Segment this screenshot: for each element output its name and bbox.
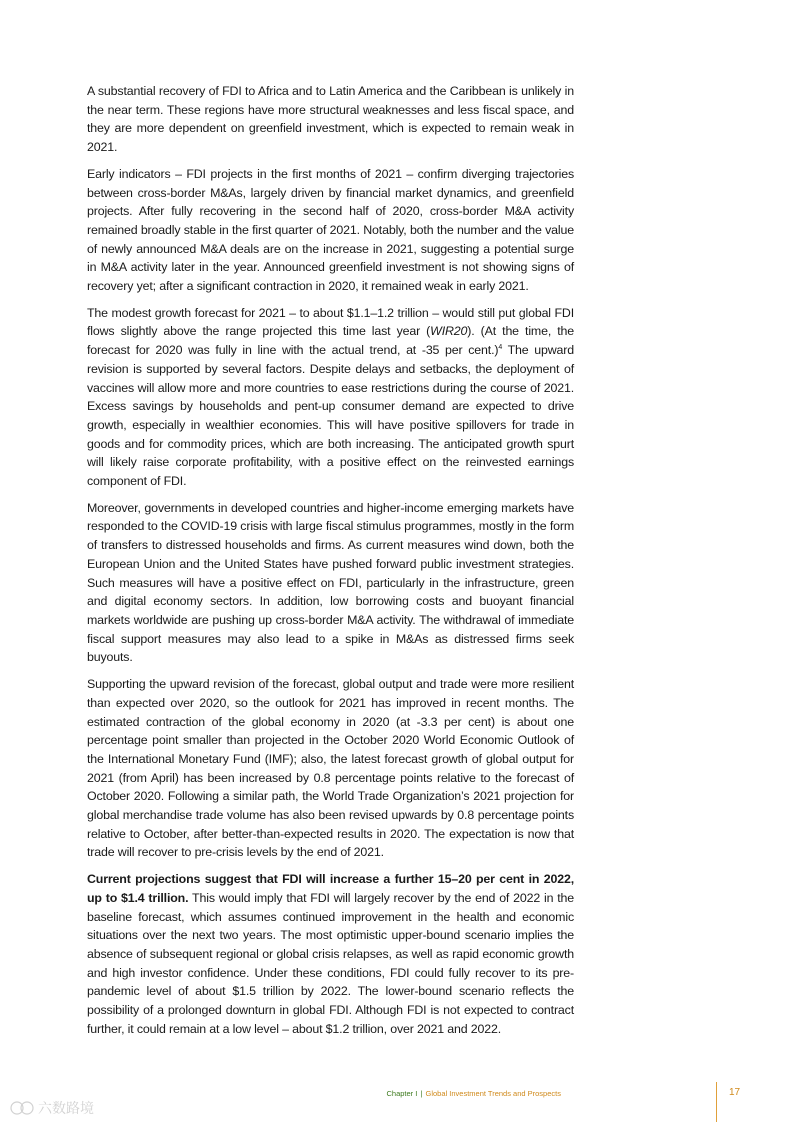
page-footer [387, 1089, 562, 1099]
body-paragraph [87, 675, 574, 862]
footer-separator: | [420, 1089, 423, 1098]
text-run: Supporting the upward revision of the forecast, global output and trade were more resilient than expected over 2020, so the outlook for 2021 has improved in recent months. The estimated contraction of the global economy in 2020 (at -3.3 per cent) is about one percentage point smaller than projected in the October 2020 World Economic Outlook of the International Monetary Fund (IMF); also, the latest forecast growth of global output for 2021 (from April) has been increased by 0.8 percentage points relative to the forecast of October 2020. Following a similar path, the World Trade Organization’s 2021 projection for global merchandise trade volume has also been revised upwards by 0.8 percentage points relative to October, after better-than-expected results in 2020. The expectation is now that trade will recover to pre-crisis levels by the end of 2021. [87, 677, 574, 860]
text-run: Moreover, governments in developed countries and higher-income emerging markets have responded to the COVID-19 crisis with large fiscal stimulus programmes, mostly in the form of transfers to distressed households and firms. As current measures wind down, both the European Union and the United States have pushed forward public investment strategies. Such measures will have a positive effect on FDI, particularly in the infrastructure, green and digital economy sectors. In addition, low borrowing costs and buoyant financial markets worldwide are pushing up cross-border M&A activity. The withdrawal of immediate fiscal support measures may also lead to a spike in M&As as distressed firms seek buyouts. [87, 500, 574, 665]
text-run-bold: Current projections suggest that FDI will increase a further 15–20 per cent in 2022, up to $1.4 trillion. [87, 872, 574, 905]
text-run-italic: WIR20 [430, 324, 468, 339]
watermark-text: 六数路境 [38, 1101, 94, 1117]
main-content [87, 82, 574, 1046]
text-run-sup: 4 [498, 344, 503, 352]
footer-title: Global Investment Trends and Prospects [425, 1089, 561, 1098]
footer-divider [716, 1082, 717, 1122]
footer-chapter: Chapter I [386, 1089, 418, 1098]
text-run: Early indicators – FDI projects in the first months of 2021 – confirm diverging trajectories between cross-border M&As, largely driven by financial market dynamics, and greenfield projects. After fully recovering in the second half of 2020, cross-border M&A activity remained broadly stable in the first quarter of 2021. Notably, both the number and the value of newly announced M&A deals are on the increase in 2021, suggesting a potential surge in M&A activity later in the year. Announced greenfield investment is not showing signs of recovery yet; after a significant contraction in 2020, it remained weak in early 2021. [87, 166, 574, 294]
text-run: ). (At the time, the forecast for 2020 was fully in line with the actual trend, at -35 per cent.) [87, 324, 575, 358]
text-run: The modest growth forecast for 2021 – to about $1.1–1.2 trillion – would still put global FDI flows slightly above the range projected this time last year ( [87, 305, 574, 339]
page-number: 17 [729, 1087, 741, 1098]
body-paragraph [87, 165, 574, 296]
text-run: The upward revision is supported by several factors. Despite delays and setbacks, the deployment of vaccines will allow more and more countries to ease restrictions during the course of 2021. Excess savings by households and pent-up consumer demand are expected to drive growth, especially in wealthier economies. This will have positive spillovers for trade in goods and for commodity prices, which are both increasing. The anticipated growth spurt will likely raise corporate profitability, with a positive effect on the reinvested earnings component of FDI. [87, 343, 574, 489]
body-paragraph [87, 870, 574, 1038]
text-run: This would imply that FDI will largely recover by the end of 2022 in the baseline forecast, which assumes continued improvement in the health and economic situations over the next two years. The most optimistic upper-bound scenario implies the absence of subsequent regional or global crisis relapses, as well as rapid economic growth and high investor confidence. Under these conditions, FDI could fully recover to its pre-pandemic level of about $1.5 trillion by 2022. The lower-bound scenario reflects the possibility of a prolonged downturn in global FDI. Although FDI is not expected to contract further, it could remain at a low level – about $1.2 trillion, over 2021 and 2022. [87, 890, 575, 1036]
text-run: A substantial recovery of FDI to Africa and to Latin America and the Caribbean is unlikely in the near term. These regions have more structural weaknesses and less fiscal space, and they are more dependent on greenfield investment, which is expected to remain weak in 2021. [87, 84, 574, 155]
watermark-logo [8, 1098, 108, 1118]
body-paragraph [87, 304, 574, 491]
body-paragraph [87, 82, 574, 157]
body-paragraph [87, 499, 574, 667]
